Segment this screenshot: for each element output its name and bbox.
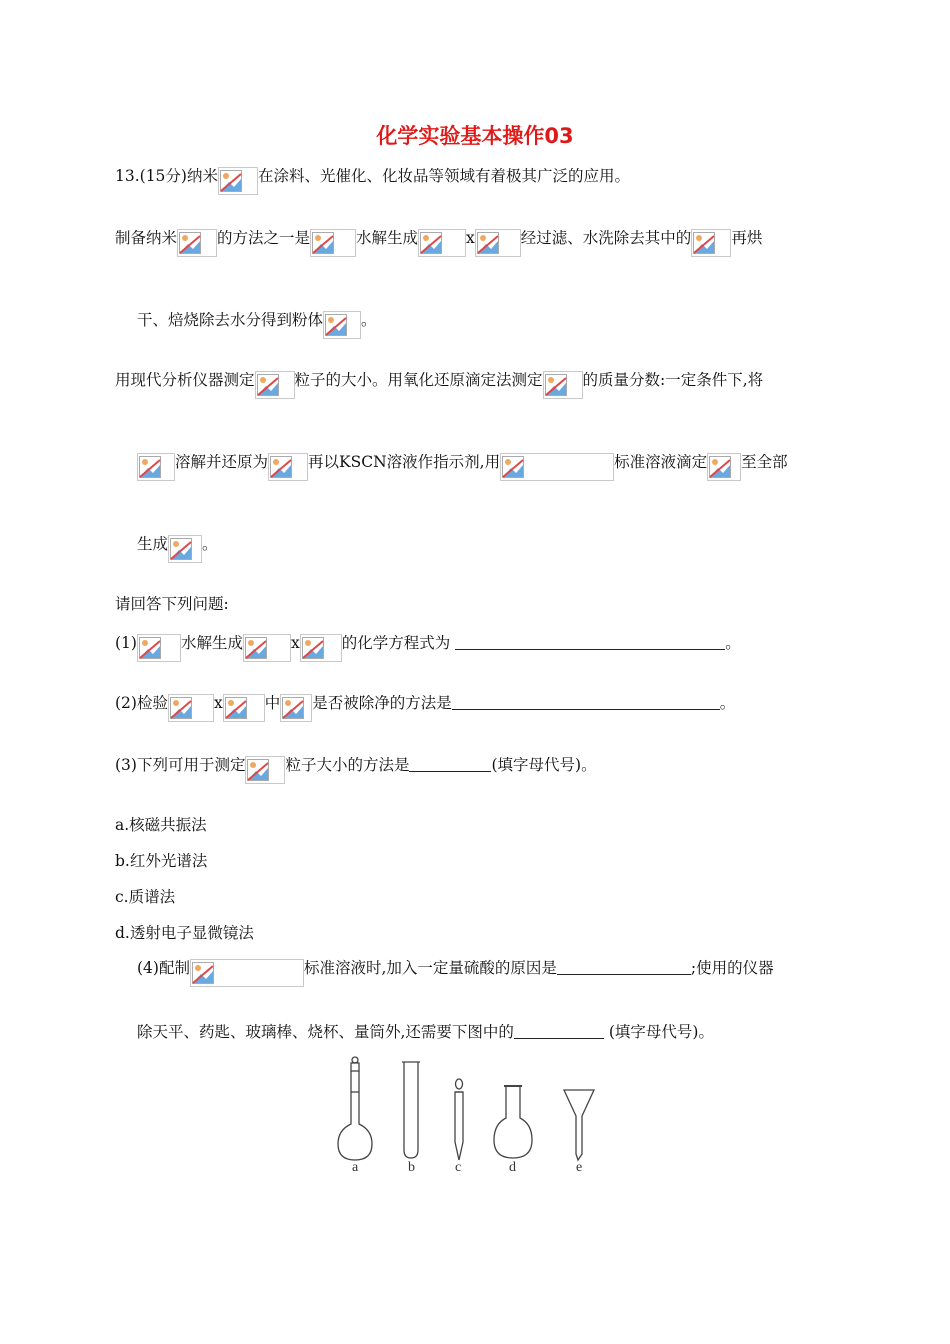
page-title: 化学实验基本操作03	[376, 124, 574, 148]
image-placeholder-icon	[223, 694, 265, 722]
option-b: b.红外光谱法	[115, 852, 208, 870]
answer-blank[interactable]	[409, 755, 491, 772]
image-placeholder-icon	[418, 229, 466, 257]
image-placeholder-icon	[243, 634, 291, 662]
image-placeholder-icon	[137, 634, 181, 662]
image-placeholder-icon	[255, 371, 295, 399]
image-placeholder-icon	[323, 311, 361, 339]
figure-label-e: e	[576, 1160, 583, 1175]
figure-label-d: d	[509, 1160, 516, 1175]
question-4: (4)配制 标准溶液时,加入一定量硫酸的原因是 ;使用的仪器	[137, 958, 774, 987]
image-placeholder-icon	[190, 959, 304, 987]
answer-blank[interactable]	[514, 1022, 604, 1039]
answer-blank[interactable]	[455, 633, 725, 650]
questions-prompt: 请回答下列问题:	[115, 595, 229, 613]
dropper-icon	[455, 1079, 463, 1160]
image-placeholder-icon	[137, 453, 175, 481]
image-placeholder-icon	[500, 453, 614, 481]
paragraph-titration: 溶解并还原为 再以KSCN溶液作指示剂,用 标准溶液滴定 至全部	[137, 452, 788, 481]
paragraph-intro: 13.(15分)纳米 在涂料、光催化、化妆品等领域有着极其广泛的应用。	[115, 166, 630, 195]
image-placeholder-icon	[707, 453, 741, 481]
image-placeholder-icon	[168, 694, 214, 722]
question-3: (3)下列可用于测定 粒子大小的方法是 (填字母代号)。	[115, 755, 597, 784]
image-placeholder-icon	[177, 229, 217, 257]
image-placeholder-icon	[300, 634, 342, 662]
question-2: (2)检验 x 中 是否被除净的方法是 。	[115, 693, 735, 722]
round-bottom-flask-icon	[494, 1086, 532, 1158]
image-placeholder-icon	[691, 229, 731, 257]
image-placeholder-icon	[475, 229, 521, 257]
question-4-continued: 除天平、药匙、玻璃棒、烧杯、量筒外,还需要下图中的 (填字母代号)。	[137, 1023, 714, 1041]
figure-label-b: b	[408, 1160, 415, 1175]
image-placeholder-icon	[168, 535, 202, 563]
image-placeholder-icon	[543, 371, 583, 399]
paragraph-product: 生成 。	[137, 534, 218, 563]
glassware-figure	[330, 1052, 610, 1186]
image-placeholder-icon	[310, 229, 356, 257]
glassware-diagram	[330, 1052, 610, 1182]
image-placeholder-icon	[245, 756, 285, 784]
question-1: (1) 水解生成 x 的化学方程式为 。	[115, 633, 741, 662]
option-c: c.质谱法	[115, 888, 176, 906]
image-placeholder-icon	[268, 453, 308, 481]
option-a: a.核磁共振法	[115, 816, 207, 834]
image-placeholder-icon	[218, 167, 258, 195]
paragraph-analysis: 用现代分析仪器测定 粒子的大小。用氧化还原滴定法测定 的质量分数:一定条件下,将	[115, 370, 763, 399]
figure-label-a: a	[352, 1160, 359, 1175]
answer-blank[interactable]	[557, 958, 691, 975]
image-placeholder-icon	[280, 694, 312, 722]
test-tube-icon	[402, 1062, 420, 1158]
figure-label-c: c	[455, 1160, 462, 1175]
volumetric-flask-icon	[338, 1057, 372, 1160]
paragraph-preparation: 制备纳米 的方法之一是 水解生成 x 经过滤、水洗除去其中的 再烘	[115, 228, 762, 257]
option-d: d.透射电子显微镜法	[115, 924, 254, 942]
answer-blank[interactable]	[452, 693, 720, 710]
paragraph-drying: 干、焙烧除去水分得到粉体 。	[137, 310, 377, 339]
funnel-icon	[564, 1090, 594, 1160]
